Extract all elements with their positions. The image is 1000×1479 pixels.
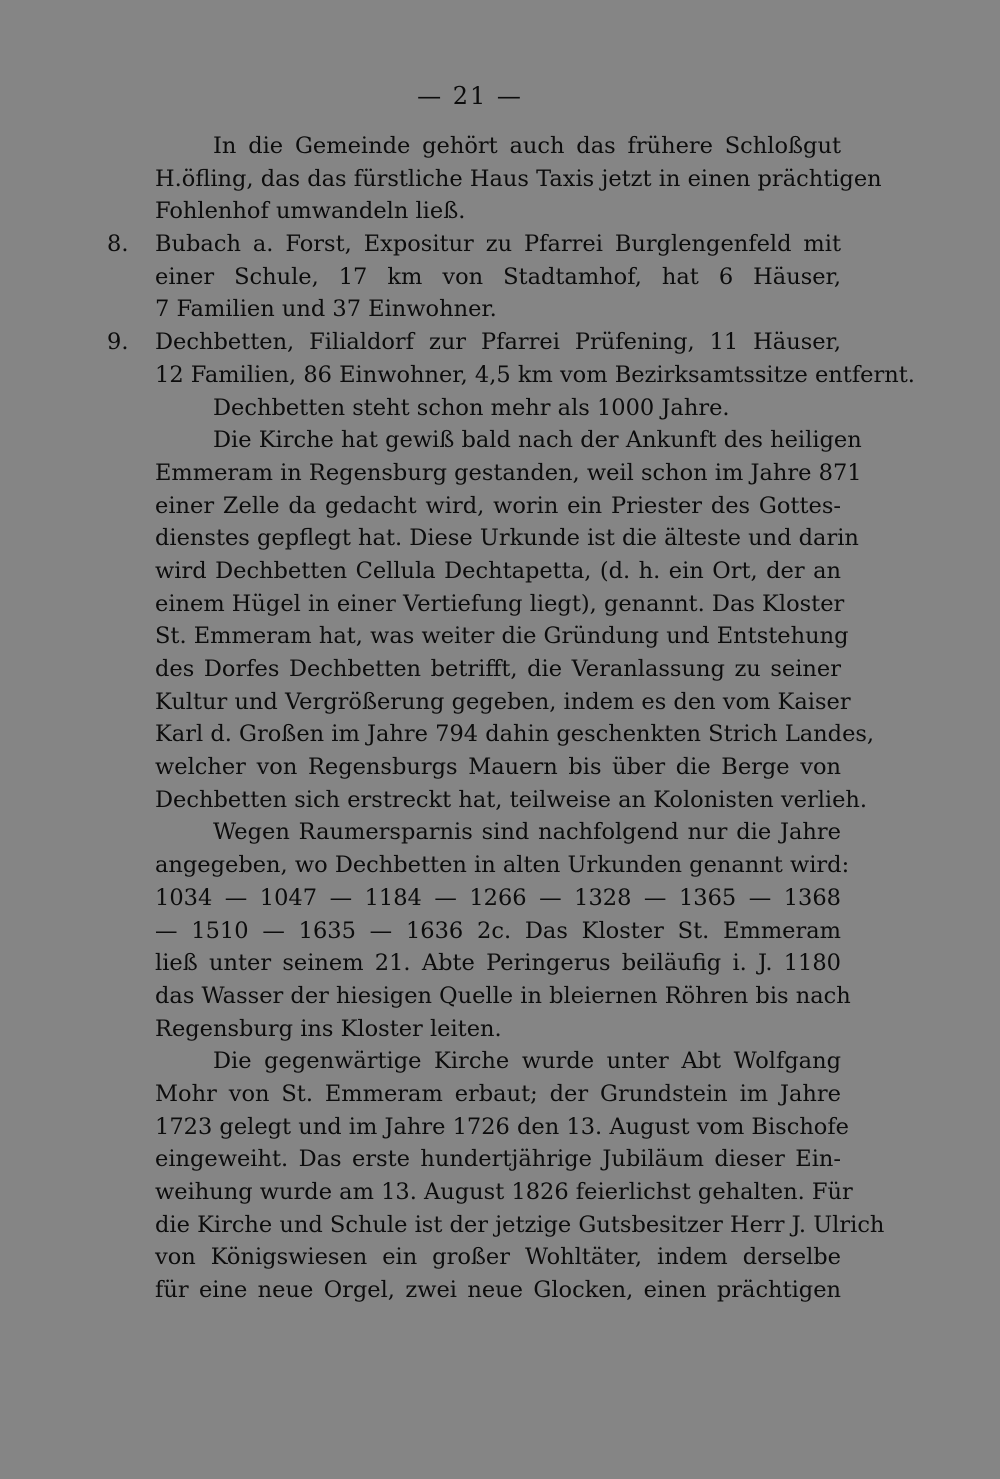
text-line: ließ unter seinem 21. Abte Peringerus beiläufig i. J. 1180 xyxy=(155,950,841,977)
text-line: wird Dechbetten Cellula Dechtapetta, (d. h. ein Ort, der an xyxy=(155,557,841,584)
text-line: Emmeram in Regensburg gestanden, weil schon im Jahre 871 xyxy=(155,459,862,486)
text-line: — 1510 — 1635 — 1636 2c. Das Kloster St. Emmeram xyxy=(155,917,841,944)
text-line: einer Zelle da gedacht wird, worin ein Priester des Gottes- xyxy=(155,492,841,519)
text-line: das Wasser der hiesigen Quelle in bleiernen Röhren bis nach xyxy=(155,982,851,1009)
text-line: dienstes gepflegt hat. Diese Urkunde ist die älteste und darin xyxy=(155,525,859,552)
text-line: In die Gemeinde gehört auch das frühere Schloßgut xyxy=(213,133,841,159)
text-line: des Dorfes Dechbetten betrifft, die Veranlassung zu seiner xyxy=(155,656,841,682)
item-number: 8. xyxy=(107,231,129,258)
paragraph-kirche-history xyxy=(155,424,875,816)
text-line: die Kirche und Schule ist der jetzige Gutsbesitzer Herr J. Ulrich xyxy=(155,1211,885,1238)
text-line: Kultur und Vergrößerung gegeben, indem es den vom Kaiser xyxy=(155,688,851,715)
text-line: St. Emmeram hat, was weiter die Gründung und Entstehung xyxy=(155,623,849,650)
text-line: 1034 — 1047 — 1184 — 1266 — 1328 — 1365 — 1368 xyxy=(155,884,841,911)
text-line: Fohlenhof umwandeln ließ. xyxy=(155,198,466,225)
list-item-dechbetten xyxy=(107,326,915,424)
paragraph-years xyxy=(155,816,851,1045)
body-text xyxy=(107,130,915,1307)
text-line: Wegen Raumersparnis sind nachfolgend nur die Jahre xyxy=(213,819,841,846)
text-line: 7 Familien und 37 Einwohner. xyxy=(155,296,497,323)
text-line: Die Kirche hat gewiß bald nach der Ankunft des heiligen xyxy=(213,427,862,454)
text-line: weihung wurde am 13. August 1826 feierlichst gehalten. Für xyxy=(155,1179,853,1205)
text-line: von Königswiesen ein großer Wohltäter, indem derselbe xyxy=(155,1244,841,1271)
text-line: H.öfling, das das fürstliche Haus Taxis jetzt in einen prächtigen xyxy=(155,165,882,192)
text-line: für eine neue Orgel, zwei neue Glocken, einen prächtigen xyxy=(155,1277,841,1304)
text-line: Dechbetten sich erstreckt hat, teilweise an Kolonisten verlieh. xyxy=(155,786,868,813)
text-line: Bubach a. Forst, Expositur zu Pfarrei Burglengenfeld mit xyxy=(155,231,841,258)
text-line: Karl d. Großen im Jahre 794 dahin geschenkten Strich Landes, xyxy=(155,721,875,748)
text-line: Dechbetten steht schon mehr als 1000 Jahre. xyxy=(213,394,730,421)
paragraph-schlossgut xyxy=(155,130,882,228)
item-number: 9. xyxy=(107,329,129,356)
text-line: welcher von Regensburgs Mauern bis über die Berge von xyxy=(155,754,841,781)
text-line: 12 Familien, 86 Einwohner, 4,5 km vom Bezirksamtssitze entfernt. xyxy=(155,361,915,388)
text-line: Mohr von St. Emmeram erbaut; der Grundstein im Jahre xyxy=(155,1080,841,1107)
text-line: Dechbetten, Filialdorf zur Pfarrei Prüfening, 11 Häuser, xyxy=(155,329,841,356)
text-line: Regensburg ins Kloster leiten. xyxy=(155,1015,502,1042)
text-line: eingeweiht. Das erste hundertjährige Jubiläum dieser Ein- xyxy=(155,1146,841,1173)
text-line: Die gegenwärtige Kirche wurde unter Abt Wolfgang xyxy=(213,1048,841,1075)
paragraph-present-church xyxy=(155,1045,885,1307)
text-line: angegeben, wo Dechbetten in alten Urkunden genannt wird: xyxy=(155,852,850,879)
text-line: einer Schule, 17 km von Stadtamhof, hat 6 Häuser, xyxy=(155,263,841,290)
list-item-bubach xyxy=(107,228,841,326)
page-number: — 21 — xyxy=(417,82,523,110)
text-line: 1723 gelegt und im Jahre 1726 den 13. August vom Bischofe xyxy=(155,1113,849,1140)
text-line: einem Hügel in einer Vertiefung liegt), genannt. Das Kloster xyxy=(155,590,845,617)
